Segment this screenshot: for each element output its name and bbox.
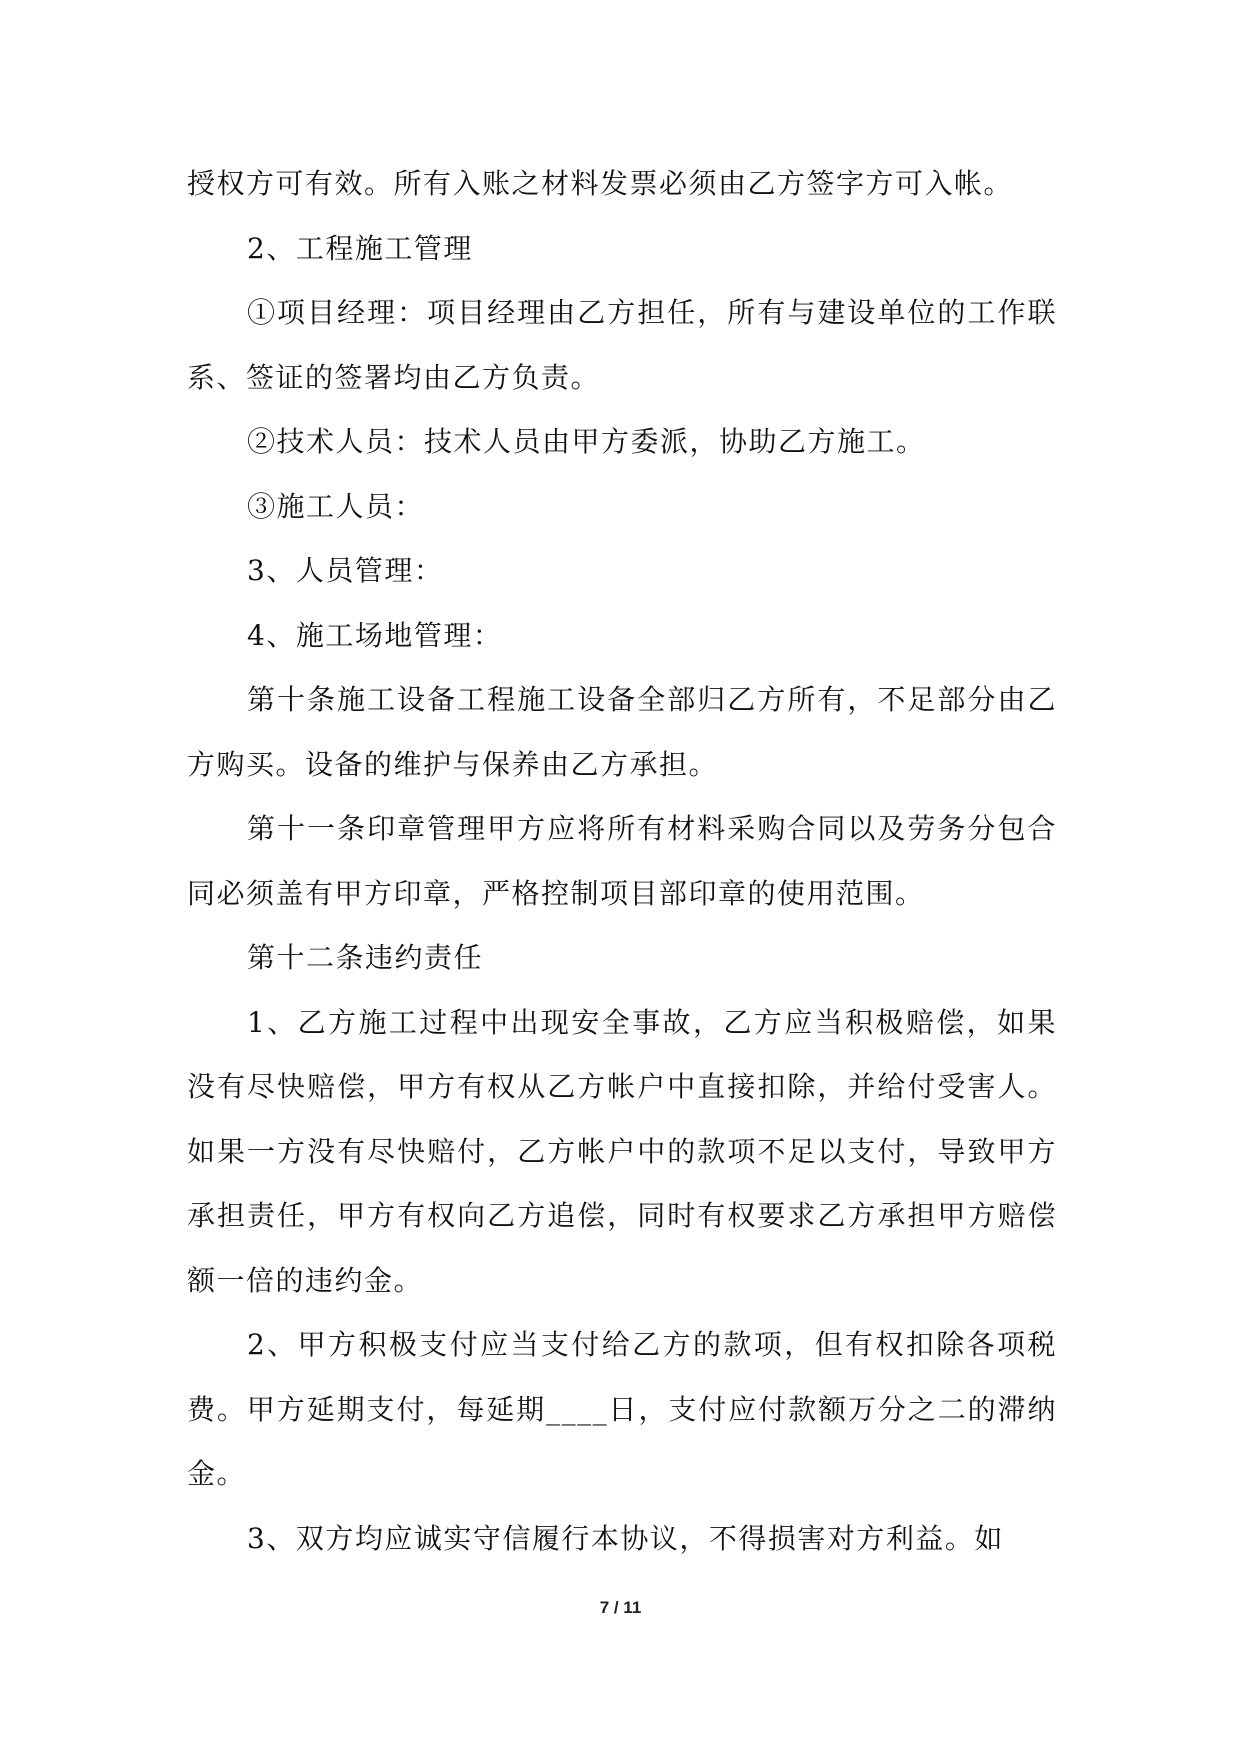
paragraph: 第十一条印章管理甲方应将所有材料采购合同以及劳务分包合同必须盖有甲方印章，严格控制项目部印章的使用范围。 (187, 812, 1057, 910)
paragraph: 3、双方均应诚实守信履行本协议，不得损害对方利益。如 (247, 1521, 1004, 1555)
document-body (187, 152, 1057, 1571)
paragraph: ③施工人员： (247, 489, 425, 523)
paragraph: 1、乙方施工过程中出现安全事故，乙方应当积极赔偿，如果没有尽快赔偿，甲方有权从乙方帐户中直接扣除，并给付受害人。如果一方没有尽快赔付，乙方帐户中的款项不足以支付，导致甲方承担责任，甲方有权向乙方追偿，同时有权要求乙方承担甲方赔偿额一倍的违约金。 (187, 1005, 1057, 1297)
paragraph: 第十条施工设备工程施工设备全部归乙方所有，不足部分由乙方购买。设备的维护与保养由乙方承担。 (187, 683, 1057, 781)
paragraph: 4、施工场地管理： (247, 618, 503, 652)
paragraph: 2、工程施工管理 (247, 231, 473, 265)
paragraph: 2、甲方积极支付应当支付给乙方的款项，但有权扣除各项税费。甲方延期支付，每延期____日，支付应付款额万分之二的滞纳金。 (187, 1328, 1057, 1490)
paragraph: ②技术人员：技术人员由甲方委派，协助乙方施工。 (247, 425, 926, 458)
paragraph: 授权方可有效。所有入账之材料发票必须由乙方签字方可入帐。 (187, 167, 1014, 200)
page-number: 7 / 11 (599, 1598, 642, 1617)
paragraph: 第十二条违约责任 (247, 941, 484, 974)
paragraph: ①项目经理：项目经理由乙方担任，所有与建设单位的工作联系、签证的签署均由乙方负责。 (187, 296, 1057, 394)
paragraph: 3、人员管理： (247, 554, 444, 587)
